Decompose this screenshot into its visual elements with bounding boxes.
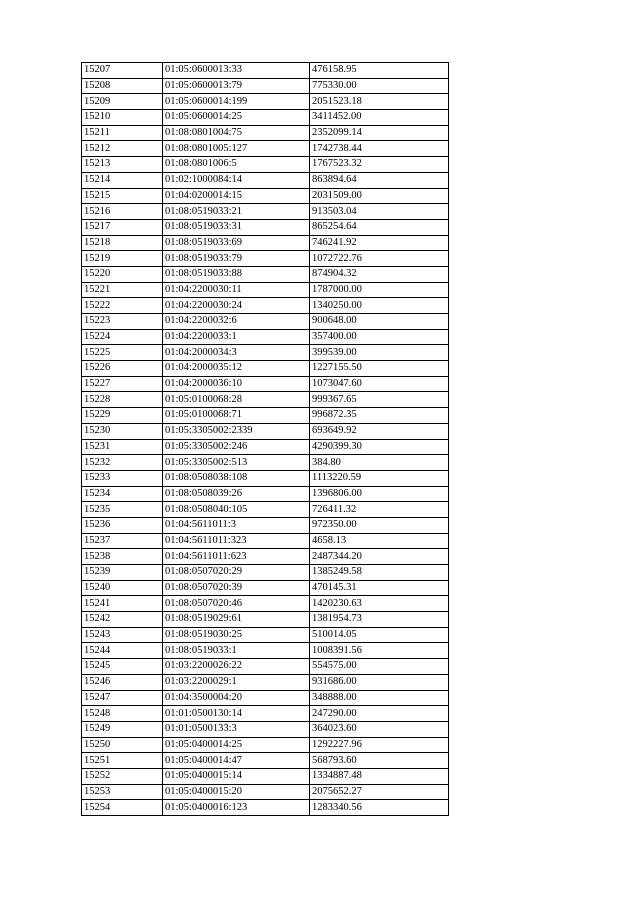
table-row: [82, 565, 449, 581]
row-number-cell: 15217: [82, 219, 163, 235]
row-number-cell: 15222: [82, 298, 163, 314]
table-row: [82, 376, 449, 392]
value-cell: 1283340.56: [310, 800, 449, 816]
cadastral-number-cell: 01:08:0519033:31: [163, 219, 310, 235]
cadastral-number-cell: 01:05:0100068:71: [163, 408, 310, 424]
table-row: [82, 580, 449, 596]
table-row: [82, 266, 449, 282]
value-cell: 2075652.27: [310, 784, 449, 800]
cadastral-number-cell: 01:08:0508038:108: [163, 470, 310, 486]
cadastral-number-cell: 01:04:5611011:323: [163, 533, 310, 549]
value-cell: 348888.00: [310, 690, 449, 706]
data-table: [81, 62, 449, 816]
row-number-cell: 15246: [82, 674, 163, 690]
table-row: [82, 612, 449, 628]
row-number-cell: 15234: [82, 486, 163, 502]
cadastral-number-cell: 01:05:3305002:513: [163, 455, 310, 471]
cadastral-number-cell: 01:04:2000036:10: [163, 376, 310, 392]
cadastral-number-cell: 01:05:3305002:2339: [163, 423, 310, 439]
row-number-cell: 15208: [82, 78, 163, 94]
row-number-cell: 15236: [82, 517, 163, 533]
value-cell: 1113220.59: [310, 470, 449, 486]
cadastral-number-cell: 01:08:0519033:88: [163, 266, 310, 282]
cadastral-number-cell: 01:04:0200014:15: [163, 188, 310, 204]
value-cell: 931686.00: [310, 674, 449, 690]
cadastral-number-cell: 01:04:2000034:3: [163, 345, 310, 361]
value-cell: 1396806.00: [310, 486, 449, 502]
row-number-cell: 15245: [82, 659, 163, 675]
value-cell: 913503.04: [310, 204, 449, 220]
row-number-cell: 15248: [82, 706, 163, 722]
row-number-cell: 15233: [82, 470, 163, 486]
row-number-cell: 15207: [82, 63, 163, 79]
row-number-cell: 15242: [82, 612, 163, 628]
table-row: [82, 517, 449, 533]
row-number-cell: 15227: [82, 376, 163, 392]
cadastral-number-cell: 01:05:0400016:123: [163, 800, 310, 816]
row-number-cell: 15241: [82, 596, 163, 612]
value-cell: 863894.64: [310, 172, 449, 188]
value-cell: 1767523.32: [310, 157, 449, 173]
value-cell: 1385249.58: [310, 565, 449, 581]
value-cell: 1008391.56: [310, 643, 449, 659]
table-row: [82, 643, 449, 659]
table-row: [82, 800, 449, 816]
row-number-cell: 15226: [82, 361, 163, 377]
cadastral-number-cell: 01:05:0400015:20: [163, 784, 310, 800]
cadastral-number-cell: 01:05:0400014:25: [163, 737, 310, 753]
value-cell: 2352099.14: [310, 125, 449, 141]
cadastral-number-cell: 01:08:0519033:79: [163, 251, 310, 267]
cadastral-number-cell: 01:05:0400014:47: [163, 753, 310, 769]
table-row: [82, 172, 449, 188]
row-number-cell: 15215: [82, 188, 163, 204]
value-cell: 1340250.00: [310, 298, 449, 314]
cadastral-number-cell: 01:05:0100068:28: [163, 392, 310, 408]
table-row: [82, 235, 449, 251]
value-cell: 2051523.18: [310, 94, 449, 110]
table-row: [82, 674, 449, 690]
table-row: [82, 753, 449, 769]
table-row: [82, 627, 449, 643]
table-row: [82, 78, 449, 94]
value-cell: 1381954.73: [310, 612, 449, 628]
table-row: [82, 408, 449, 424]
cadastral-number-cell: 01:08:0519030:25: [163, 627, 310, 643]
value-cell: 384.80: [310, 455, 449, 471]
row-number-cell: 15247: [82, 690, 163, 706]
row-number-cell: 15224: [82, 329, 163, 345]
cadastral-number-cell: 01:04:2200030:11: [163, 282, 310, 298]
value-cell: 1420230.63: [310, 596, 449, 612]
cadastral-number-cell: 01:05:0600014:25: [163, 110, 310, 126]
cadastral-number-cell: 01:08:0801004:75: [163, 125, 310, 141]
cadastral-number-cell: 01:08:0507020:46: [163, 596, 310, 612]
row-number-cell: 15243: [82, 627, 163, 643]
table-row: [82, 219, 449, 235]
value-cell: 4658.13: [310, 533, 449, 549]
value-cell: 2031509.00: [310, 188, 449, 204]
table-body: [82, 63, 449, 816]
row-number-cell: 15210: [82, 110, 163, 126]
value-cell: 865254.64: [310, 219, 449, 235]
cadastral-number-cell: 01:05:0600013:33: [163, 63, 310, 79]
row-number-cell: 15249: [82, 721, 163, 737]
row-number-cell: 15253: [82, 784, 163, 800]
cadastral-number-cell: 01:08:0508040:105: [163, 502, 310, 518]
row-number-cell: 15218: [82, 235, 163, 251]
table-row: [82, 533, 449, 549]
table-row: [82, 94, 449, 110]
table-row: [82, 486, 449, 502]
table-row: [82, 63, 449, 79]
cadastral-number-cell: 01:02:1000084:14: [163, 172, 310, 188]
row-number-cell: 15251: [82, 753, 163, 769]
table-row: [82, 768, 449, 784]
table-row: [82, 110, 449, 126]
row-number-cell: 15211: [82, 125, 163, 141]
row-number-cell: 15254: [82, 800, 163, 816]
row-number-cell: 15214: [82, 172, 163, 188]
table-row: [82, 502, 449, 518]
value-cell: 1742738.44: [310, 141, 449, 157]
table-row: [82, 470, 449, 486]
row-number-cell: 15230: [82, 423, 163, 439]
table-row: [82, 549, 449, 565]
value-cell: 247290.00: [310, 706, 449, 722]
cadastral-number-cell: 01:04:3500004:20: [163, 690, 310, 706]
cadastral-number-cell: 01:05:3305002:246: [163, 439, 310, 455]
cadastral-number-cell: 01:05:0600014:199: [163, 94, 310, 110]
table-row: [82, 298, 449, 314]
table-row: [82, 721, 449, 737]
value-cell: 746241.92: [310, 235, 449, 251]
cadastral-number-cell: 01:05:0600013:79: [163, 78, 310, 94]
cadastral-number-cell: 01:08:0801006:5: [163, 157, 310, 173]
row-number-cell: 15223: [82, 314, 163, 330]
cadastral-number-cell: 01:03:2200029:1: [163, 674, 310, 690]
value-cell: 568793.60: [310, 753, 449, 769]
value-cell: 554575.00: [310, 659, 449, 675]
cadastral-number-cell: 01:04:5611011:623: [163, 549, 310, 565]
cadastral-number-cell: 01:08:0519029:61: [163, 612, 310, 628]
value-cell: 1787000.00: [310, 282, 449, 298]
cadastral-number-cell: 01:08:0519033:1: [163, 643, 310, 659]
cadastral-number-cell: 01:08:0519033:69: [163, 235, 310, 251]
table-row: [82, 204, 449, 220]
row-number-cell: 15212: [82, 141, 163, 157]
row-number-cell: 15244: [82, 643, 163, 659]
row-number-cell: 15228: [82, 392, 163, 408]
row-number-cell: 15225: [82, 345, 163, 361]
value-cell: 999367.65: [310, 392, 449, 408]
value-cell: 874904.32: [310, 266, 449, 282]
value-cell: 357400.00: [310, 329, 449, 345]
row-number-cell: 15213: [82, 157, 163, 173]
value-cell: 996872.35: [310, 408, 449, 424]
table-row: [82, 392, 449, 408]
cadastral-number-cell: 01:08:0801005:127: [163, 141, 310, 157]
table-row: [82, 596, 449, 612]
row-number-cell: 15209: [82, 94, 163, 110]
table-row: [82, 157, 449, 173]
cadastral-number-cell: 01:01:0500133:3: [163, 721, 310, 737]
value-cell: 1072722.76: [310, 251, 449, 267]
table-row: [82, 706, 449, 722]
table-row: [82, 737, 449, 753]
table-row: [82, 188, 449, 204]
row-number-cell: 15235: [82, 502, 163, 518]
row-number-cell: 15252: [82, 768, 163, 784]
cadastral-number-cell: 01:04:5611011:3: [163, 517, 310, 533]
cadastral-number-cell: 01:01:0500130:14: [163, 706, 310, 722]
cadastral-number-cell: 01:08:0507020:29: [163, 565, 310, 581]
cadastral-number-cell: 01:08:0508039:26: [163, 486, 310, 502]
row-number-cell: 15231: [82, 439, 163, 455]
value-cell: 2487344.20: [310, 549, 449, 565]
table-row: [82, 439, 449, 455]
value-cell: 972350.00: [310, 517, 449, 533]
value-cell: 364023.60: [310, 721, 449, 737]
table-row: [82, 690, 449, 706]
row-number-cell: 15232: [82, 455, 163, 471]
table-row: [82, 455, 449, 471]
table-row: [82, 784, 449, 800]
table-row: [82, 125, 449, 141]
row-number-cell: 15229: [82, 408, 163, 424]
value-cell: 726411.32: [310, 502, 449, 518]
value-cell: 1292227.96: [310, 737, 449, 753]
row-number-cell: 15237: [82, 533, 163, 549]
value-cell: 775330.00: [310, 78, 449, 94]
value-cell: 470145.31: [310, 580, 449, 596]
value-cell: 693649.92: [310, 423, 449, 439]
table-row: [82, 345, 449, 361]
row-number-cell: 15221: [82, 282, 163, 298]
cadastral-number-cell: 01:04:2200030:24: [163, 298, 310, 314]
value-cell: 476158.95: [310, 63, 449, 79]
table-row: [82, 361, 449, 377]
row-number-cell: 15239: [82, 565, 163, 581]
value-cell: 900648.00: [310, 314, 449, 330]
row-number-cell: 15238: [82, 549, 163, 565]
value-cell: 1227155.50: [310, 361, 449, 377]
cadastral-number-cell: 01:08:0519033:21: [163, 204, 310, 220]
table-row: [82, 314, 449, 330]
row-number-cell: 15216: [82, 204, 163, 220]
cadastral-number-cell: 01:04:2200032:6: [163, 314, 310, 330]
table-row: [82, 251, 449, 267]
value-cell: 510014.05: [310, 627, 449, 643]
table-row: [82, 329, 449, 345]
cadastral-number-cell: 01:08:0507020:39: [163, 580, 310, 596]
value-cell: 3411452.00: [310, 110, 449, 126]
value-cell: 1334887.48: [310, 768, 449, 784]
row-number-cell: 15220: [82, 266, 163, 282]
table-row: [82, 423, 449, 439]
cadastral-number-cell: 01:04:2000035:12: [163, 361, 310, 377]
row-number-cell: 15240: [82, 580, 163, 596]
value-cell: 1073047.60: [310, 376, 449, 392]
table-row: [82, 141, 449, 157]
row-number-cell: 15219: [82, 251, 163, 267]
cadastral-number-cell: 01:05:0400015:14: [163, 768, 310, 784]
table-row: [82, 282, 449, 298]
cadastral-number-cell: 01:04:2200033:1: [163, 329, 310, 345]
row-number-cell: 15250: [82, 737, 163, 753]
value-cell: 399539.00: [310, 345, 449, 361]
cadastral-number-cell: 01:03:2200026:22: [163, 659, 310, 675]
table-row: [82, 659, 449, 675]
value-cell: 4290399.30: [310, 439, 449, 455]
